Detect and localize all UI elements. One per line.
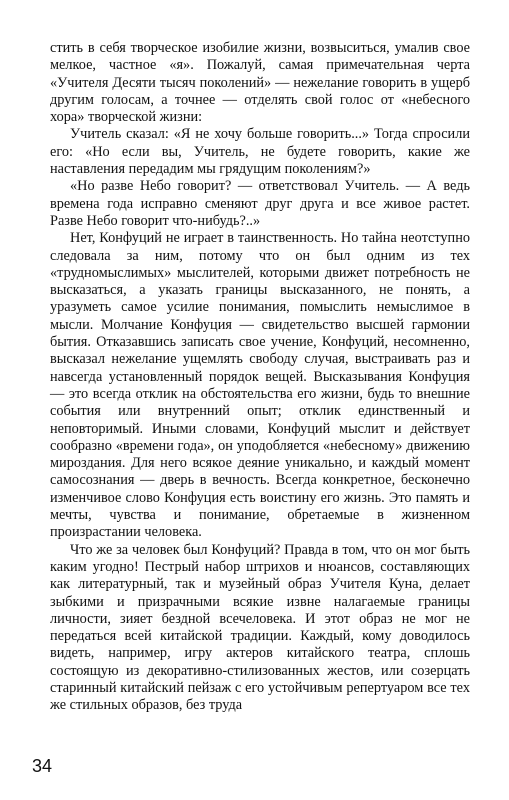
paragraph-5: Что же за человек был Конфуций? Правда в том, что он мог быть каким угодно! Пестрый набор штрихов и нюансов, составляющих как литературный, так и музейный образ Учителя Куна, делает зыбкими и призрачными всякие извне налагаемые границы личности, зияет бездной всечеловека. И этот образ не мог не передаться всей китайской традиции. Каждый, кому доводилось видеть, например, игру актеров китайского театра, сплошь состоящую из декоративно-стилизованных жестов, или созерцать старинный китайский пейзаж с его устойчивым репертуаром все тех же стильных образов, без труда <box>50 541 470 714</box>
paragraph-1: стить в себя творческое изобилие жизни, возвыситься, умалив свое мелкое, частное «я». Пожалуй, самая примечательная черта «Учителя Десяти тысяч поколений» — нежелание говорить в ущерб другим голосам, а точнее — отделять свой голос от «небесного хора» творческой жизни: <box>50 40 470 126</box>
paragraph-2: Учитель сказал: «Я не хочу больше говорить...» Тогда спросили его: «Но если вы, Учитель, не будете говорить, какие же наставления передадим мы грядущим поколениям?» <box>50 126 470 178</box>
paragraph-4: Нет, Конфуций не играет в таинственность. Но тайна неотступно следовала за ним, потому что он был одним из тех «трудномыслимых» мыслителей, которыми движет потребность не высказаться, а указать границы высказанного, не понять, а уразуметь самое усилие понимания, помыслить немыслимое в мысли. Молчание Конфуция — свидетельство высшей гармонии бытия. Отказавшись записать свое учение, Конфуций, несомненно, высказал нежелание ущемлять свободу случая, выстраивать раз и навсегда установленный порядок вещей. Высказывания Конфуция — это всегда отклик на обстоятельства его жизни, будь то внешние события или внутренний опыт; отклик единственный и неповторимый. Иными словами, Конфуций мыслит и действует сообразно «времени года», он уподобляется «небесному» движению мироздания. Для него всякое деяние уникально, и каждый момент самосознания — дверь в вечность. Всегда конкретное, бесконечно изменчивое слово Конфуция есть воистину его жизнь. Это память и мечты, чувства и понимание, обретаемые в жизненном произрастании человека. <box>50 230 470 541</box>
page-number: 34 <box>32 756 53 776</box>
page-text-block <box>50 40 470 715</box>
paragraph-3: «Но разве Небо говорит? — ответствовал Учитель. — А ведь времена года исправно сменяют друг друга и все живое растет. Разве Небо говорит что-нибудь?..» <box>50 178 470 229</box>
